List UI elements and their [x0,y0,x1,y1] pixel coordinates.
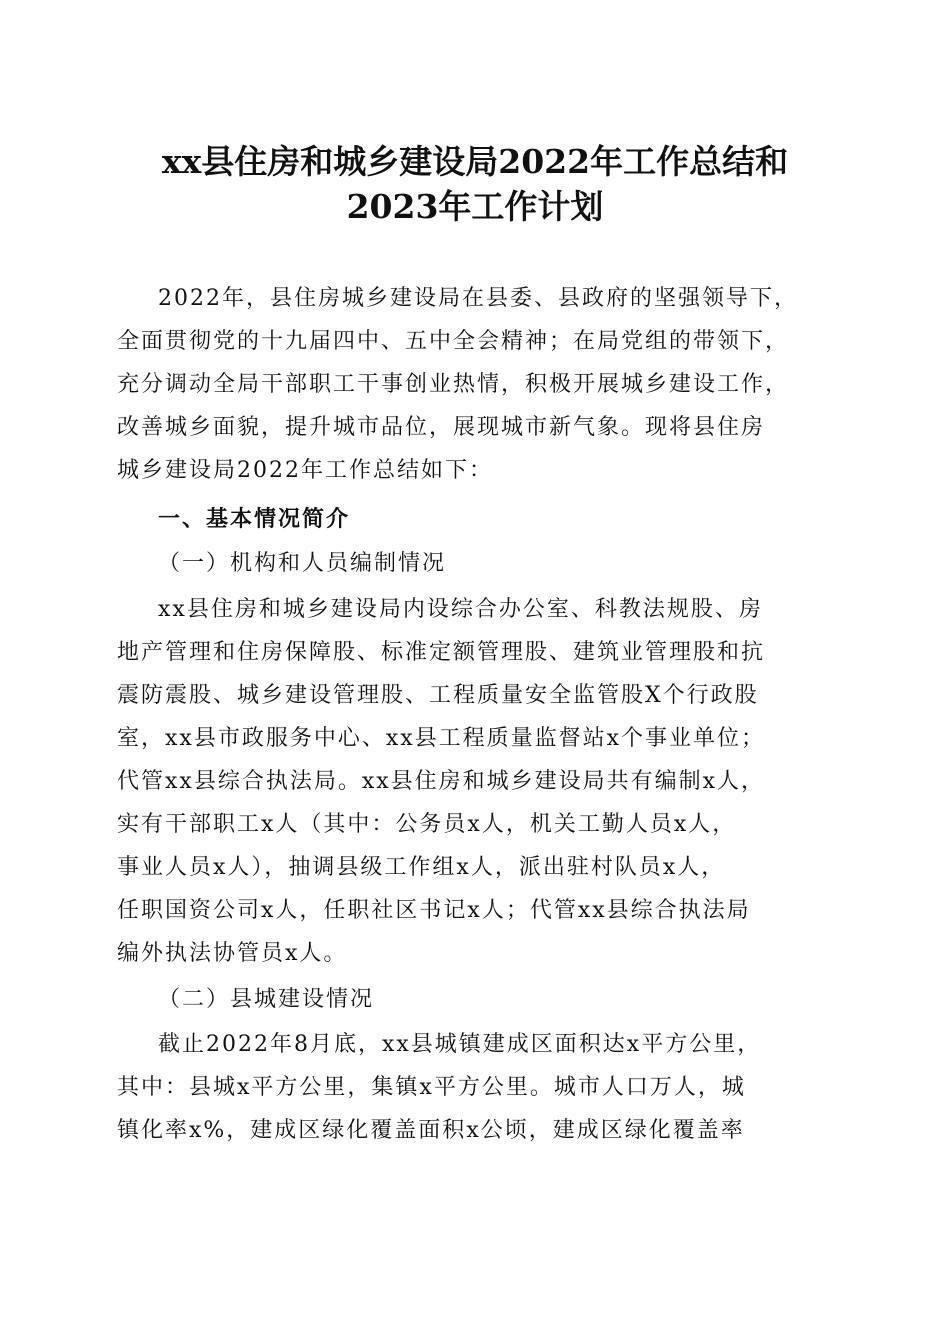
paragraph-2-line-3: 震防震股、城乡建设管理股、工程质量安全监管股X个行政股 [117,683,759,708]
paragraph-3-line-3: 镇化率x%，建成区绿化覆盖面积x公顷，建成区绿化覆盖率 [117,1118,745,1143]
paragraph-2-line-8: 任职国资公司x人，任职社区书记x人；代管xx县综合执法局 [117,898,751,923]
section-heading-1: 一、基本情况简介 [158,507,351,532]
document-title-line-2: 2023年工作计划 [346,187,604,226]
paragraph-1-line-2: 全面贯彻党的十九届四中、五中全会精神；在局党组的带领下， [117,329,790,354]
paragraph-2-line-5: 代管xx县综合执法局。xx县住房和城乡建设局共有编制x人， [117,769,766,794]
document-title-line-1: xx县住房和城乡建设局2022年工作总结和 [161,142,789,181]
paragraph-1-line-3: 充分调动全局干部职工干事创业热情，积极开展城乡建设工作， [117,372,790,397]
paragraph-1-line-5: 城乡建设局2022年工作总结如下： [117,458,493,483]
paragraph-2-line-4: 室，xx县市政服务中心、xx县工程质量监督站x个事业单位； [117,726,766,751]
paragraph-2-line-9: 编外执法协管员x人。 [117,941,348,966]
paragraph-3-line-1: 截止2022年8月底，xx县城镇建成区面积达x平方公里， [158,1032,762,1057]
paragraph-2-line-1: xx县住房和城乡建设局内设综合办公室、科教法规股、房 [158,597,763,622]
paragraph-2-line-7: 事业人员x人），抽调县级工作组x人，派出驻村队员x人， [117,855,726,880]
subsection-heading-2: （二）县城建设情况 [158,987,375,1012]
paragraph-1-line-1: 2022年，县住房城乡建设局在县委、县政府的坚强领导下， [158,286,798,311]
paragraph-2-line-6: 实有干部职工x人（其中：公务员x人，机关工勤人员x人， [117,812,737,837]
paragraph-1-line-4: 改善城乡面貌，提升城市品位，展现城市新气象。现将县住房 [117,415,766,440]
subsection-heading-1: （一）机构和人员编制情况 [158,551,447,576]
paragraph-3-line-2: 其中：县城x平方公里，集镇x平方公里。城市人口万人，城 [117,1075,746,1100]
paragraph-2-line-2: 地产管理和住房保障股、标准定额管理股、建筑业管理股和抗 [117,640,766,665]
